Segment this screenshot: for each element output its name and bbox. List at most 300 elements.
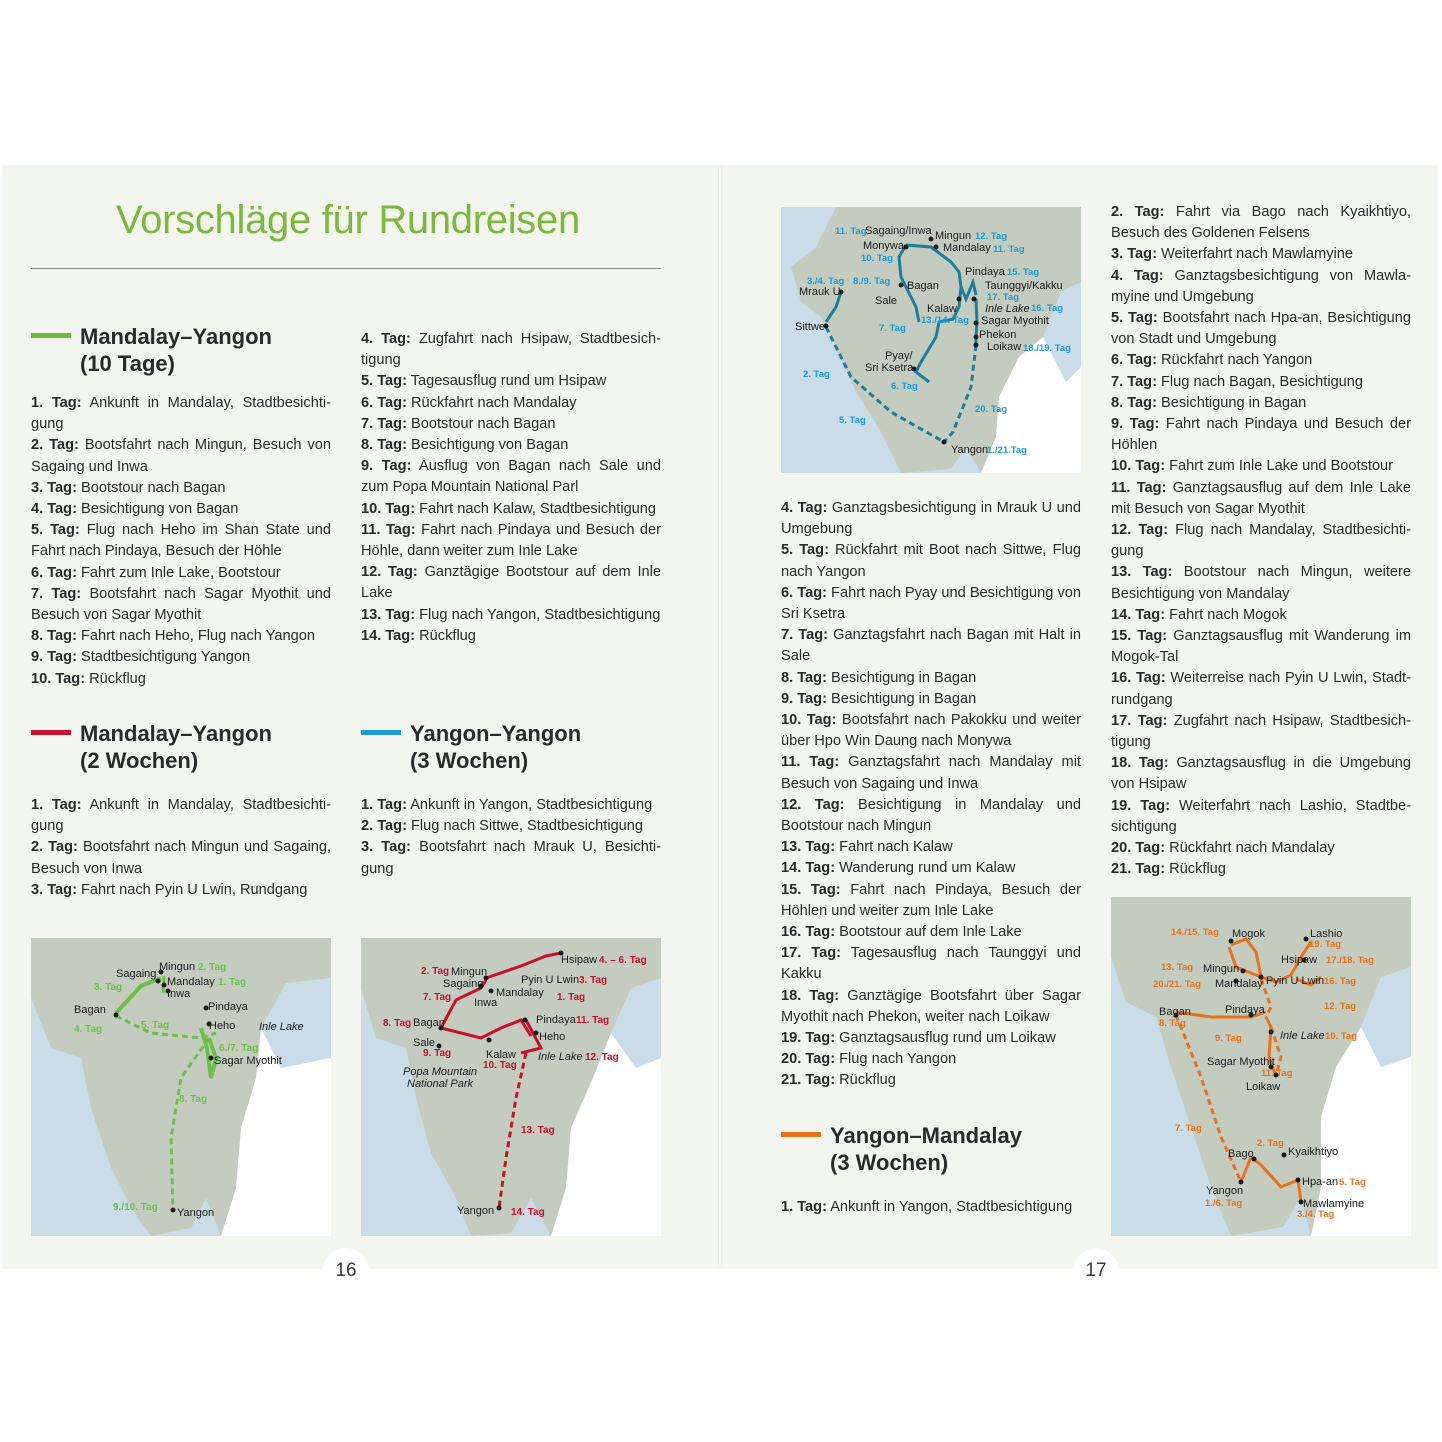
map-green-place: Sagaing bbox=[116, 968, 157, 980]
day-label: 20. Tag: bbox=[1111, 840, 1166, 857]
day-item bbox=[31, 563, 331, 584]
day-text: Bootsfahrt nach Sagar Myothit und Besuch von Sagar Myothit bbox=[31, 585, 331, 624]
day-item bbox=[1111, 478, 1411, 520]
map-red-day: 8. Tag bbox=[383, 1018, 412, 1029]
map-red-day: 14. Tag bbox=[511, 1207, 545, 1218]
page-number-right: 17 bbox=[1073, 1248, 1119, 1294]
route-title-line2: (2 Wochen) bbox=[80, 748, 199, 773]
map-blue-place: Inle Lake bbox=[985, 303, 1030, 315]
day-text: Bootsfahrt nach Mrauk U, Besichtigung bbox=[361, 839, 661, 877]
map-orange-day: 13. Tag bbox=[1161, 962, 1194, 973]
map-orange-place: Mawlamyine bbox=[1303, 1198, 1365, 1210]
day-item bbox=[31, 795, 331, 837]
map-red-day: 4. – 6. Tag bbox=[599, 955, 647, 966]
day-label: 1. Tag: bbox=[31, 797, 82, 813]
day-label: 1. Tag: bbox=[781, 1199, 827, 1215]
route-map-blue bbox=[781, 207, 1081, 473]
day-label: 7. Tag: bbox=[361, 415, 407, 432]
route-heading-red bbox=[31, 720, 272, 774]
map-red-place: Mandalay bbox=[496, 987, 544, 999]
day-item bbox=[781, 689, 1081, 710]
map-red-day: 3. Tag bbox=[579, 975, 608, 986]
day-text: Bootstour nach Bagan bbox=[81, 479, 226, 496]
day-item bbox=[1111, 626, 1411, 668]
map-red-day: 10. Tag bbox=[483, 1060, 517, 1071]
day-text: Fahrt nach Heho, Flug nach Yangon bbox=[81, 628, 315, 645]
day-item bbox=[1111, 859, 1411, 880]
day-label: 5. Tag: bbox=[361, 373, 407, 390]
route-title bbox=[410, 720, 581, 774]
day-item bbox=[781, 943, 1081, 985]
map-orange-place: Lashio bbox=[1310, 928, 1343, 940]
day-text: Ganztagsfahrt nach Mandalay mit Besuch von Sagaing und Inwa bbox=[781, 754, 1081, 792]
map-red-day: 1. Tag bbox=[557, 992, 586, 1003]
map-red-place: Hsipaw bbox=[561, 954, 598, 966]
map-orange-day: 11. Tag bbox=[1261, 1068, 1293, 1079]
map-green-place: Mingun bbox=[159, 961, 196, 973]
day-label: 6. Tag: bbox=[31, 564, 77, 581]
day-label: 12. Tag: bbox=[781, 796, 845, 813]
map-blue-day: 20. Tag bbox=[975, 404, 1008, 415]
day-item bbox=[361, 371, 661, 392]
day-item bbox=[781, 837, 1081, 858]
day-text: Ganztagsausflug in die Umgebung von Hsipaw bbox=[1111, 755, 1411, 793]
map-blue-day: 17. Tag bbox=[987, 292, 1020, 303]
day-label: 13. Tag: bbox=[1111, 564, 1173, 581]
route-title-line2: (3 Wochen) bbox=[830, 1150, 949, 1175]
day-text: Fahrt nach Kalaw, Stadtbesichtigung bbox=[419, 500, 657, 517]
day-item bbox=[361, 435, 661, 456]
route-map-green bbox=[31, 938, 331, 1236]
day-item bbox=[1111, 202, 1411, 244]
day-item bbox=[781, 1028, 1081, 1049]
route-title-line2: (3 Wochen) bbox=[410, 748, 529, 773]
day-label: 13. Tag: bbox=[781, 839, 836, 856]
day-text: Wanderung rund um Kalaw bbox=[839, 860, 1016, 877]
day-item bbox=[1111, 605, 1411, 626]
day-item bbox=[781, 498, 1081, 540]
route-map-orange bbox=[1111, 897, 1411, 1236]
day-label: 4. Tag: bbox=[361, 331, 411, 347]
map-blue-day: 16. Tag bbox=[1031, 303, 1064, 314]
day-text: Ankunft in Mandalay, Stadtbesichtigung bbox=[31, 395, 332, 433]
map-orange-day: 16. Tag bbox=[1324, 976, 1357, 987]
map-orange-place: Mingun bbox=[1203, 963, 1240, 975]
map-red-place: Yangon bbox=[457, 1205, 495, 1217]
map-orange-place: Yangon bbox=[1206, 1185, 1244, 1197]
route-title bbox=[80, 323, 272, 377]
page-number-left: 16 bbox=[323, 1248, 369, 1294]
day-item bbox=[781, 795, 1081, 837]
map-blue-day: 2. Tag bbox=[803, 369, 830, 380]
day-text: Bootsfahrt nach Mingun, Besuch von Sagaing und Inwa bbox=[31, 437, 331, 475]
day-label: 8. Tag: bbox=[781, 669, 827, 686]
day-item bbox=[31, 626, 331, 647]
day-label: 8. Tag: bbox=[31, 628, 77, 645]
day-item bbox=[781, 1070, 1081, 1091]
map-blue-day: 15. Tag bbox=[1007, 267, 1040, 278]
day-label: 6. Tag: bbox=[361, 394, 407, 411]
day-item bbox=[1111, 456, 1411, 477]
map-red-day: 11. Tag bbox=[576, 1015, 610, 1026]
map-green-day: 3. Tag bbox=[94, 982, 123, 993]
day-item bbox=[781, 880, 1081, 922]
day-text: Tagesausflug rund um Hsipaw bbox=[410, 373, 607, 390]
day-item bbox=[781, 668, 1081, 689]
day-item bbox=[1111, 562, 1411, 604]
day-text: Ganztagsausflug mit Wanderung im Mogok-Tal bbox=[1111, 628, 1411, 666]
day-text: Rückfahrt mit Boot nach Sittwe, Flug nach Yangon bbox=[781, 542, 1082, 580]
day-text: Ganztagsausflug auf dem Inle Lake mit Besuch von Sagar Myothit bbox=[1111, 479, 1411, 517]
day-text: Stadtbesichtigung Yangon bbox=[81, 649, 251, 666]
map-green-place: Sagar Myothit bbox=[214, 1055, 282, 1067]
day-text: Rückflug bbox=[89, 670, 146, 687]
day-item bbox=[31, 647, 331, 668]
day-label: 19. Tag: bbox=[1111, 797, 1171, 814]
map-orange-day: 19. Tag bbox=[1309, 939, 1342, 950]
day-text: Weiterfahrt nach Mawlamyine bbox=[1161, 246, 1353, 263]
day-text: Fahrt nach Pindaya, Besuch der Höhlen und weiter zum Inle Lake bbox=[781, 881, 1081, 919]
day-label: 16. Tag: bbox=[1111, 670, 1166, 687]
day-item bbox=[361, 837, 661, 879]
map-red-day: 2. Tag bbox=[421, 966, 450, 977]
day-label: 18. Tag: bbox=[1111, 755, 1169, 772]
day-text: Ganztagsfahrt nach Bagan mit Halt in Sale bbox=[781, 627, 1081, 665]
day-text: Ganztagsausflug rund um Loikaw bbox=[839, 1030, 1056, 1047]
day-text: Zugfahrt nach Hsipaw, Stadtbesichtigung bbox=[1111, 712, 1411, 751]
day-text: Flug nach Yangon, Stadtbesichtigung bbox=[419, 606, 661, 623]
map-blue-day: 12. Tag bbox=[975, 231, 1008, 242]
day-item bbox=[31, 499, 331, 520]
day-item bbox=[781, 625, 1081, 667]
day-item bbox=[361, 626, 661, 647]
map-green-place: Heho bbox=[209, 1020, 236, 1032]
day-label: 4. Tag: bbox=[1111, 267, 1164, 284]
map-blue-day: 7. Tag bbox=[879, 323, 906, 334]
map-green-day: 1. Tag bbox=[218, 977, 247, 988]
map-orange-place: Bagan bbox=[1159, 1006, 1191, 1018]
day-text: Ankunft in Yangon, Stadtbesichtigung bbox=[410, 797, 653, 813]
map-red-place: Bagan bbox=[413, 1017, 445, 1029]
day-item bbox=[361, 499, 661, 520]
day-label: 1. Tag: bbox=[361, 797, 407, 813]
route-title-line1: Yangon–Yangon bbox=[410, 721, 582, 746]
day-label: 17. Tag: bbox=[781, 945, 842, 962]
day-item bbox=[361, 329, 661, 371]
day-label: 1. Tag: bbox=[31, 395, 82, 411]
day-text: Flug nach Yangon bbox=[839, 1051, 957, 1068]
day-item bbox=[781, 752, 1081, 794]
route-title-line1: Mandalay–Yangon bbox=[80, 721, 272, 746]
day-label: 12. Tag: bbox=[361, 564, 418, 581]
map-red-day: 12. Tag bbox=[585, 1052, 619, 1063]
map-orange-day: 8. Tag bbox=[1159, 1018, 1186, 1029]
day-label: 8. Tag: bbox=[361, 437, 407, 454]
route-days-red-continued bbox=[361, 329, 661, 647]
map-blue-place: Sagaing/Inwa bbox=[865, 225, 932, 237]
map-orange-place: Kyaikhtiyo bbox=[1288, 1146, 1339, 1158]
day-label: 11. Tag: bbox=[361, 521, 416, 538]
day-text: Flug nach Bagan, Besichtigung bbox=[1161, 373, 1364, 390]
map-orange-day: 20./21. Tag bbox=[1153, 979, 1201, 990]
day-text: Ganztägige Bootsfahrt über Sagar Myothit nach Phekon, weiter nach Loikaw bbox=[781, 987, 1081, 1025]
map-green-place: Pindaya bbox=[208, 1001, 248, 1013]
day-label: 10. Tag: bbox=[31, 670, 86, 687]
route-title-line2: (10 Tage) bbox=[80, 351, 175, 376]
day-text: Besichtigung von Bagan bbox=[81, 501, 239, 518]
day-label: 21. Tag: bbox=[781, 1072, 836, 1089]
day-item bbox=[1111, 520, 1411, 562]
day-item bbox=[1111, 244, 1411, 265]
map-blue-day: 11. Tag bbox=[993, 244, 1025, 255]
day-text: Besichtigung in Bagan bbox=[831, 690, 977, 707]
day-item bbox=[31, 880, 331, 901]
route-heading-blue bbox=[361, 720, 581, 774]
day-text: Besichtigung in Mandalay und Bootstour nach Mingun bbox=[781, 796, 1081, 835]
map-blue-place: Bagan bbox=[907, 280, 939, 292]
map-blue-day: 5. Tag bbox=[839, 415, 866, 426]
day-item bbox=[1111, 796, 1411, 838]
route-days-orange bbox=[781, 1197, 1081, 1218]
route-title bbox=[80, 720, 272, 774]
day-text: Besichtigung in Bagan bbox=[1161, 394, 1307, 411]
day-item bbox=[1111, 266, 1411, 308]
day-label: 2. Tag: bbox=[31, 437, 79, 454]
map-blue-day: 6. Tag bbox=[891, 381, 918, 392]
day-text: Ganztägige Bootstour auf dem Inle Lake bbox=[361, 564, 661, 602]
map-orange-day: 17./18. Tag bbox=[1326, 955, 1374, 966]
day-label: 7. Tag: bbox=[1111, 373, 1157, 390]
page-title: Vorschläge für Rundreisen bbox=[116, 198, 580, 242]
day-label: 12. Tag: bbox=[1111, 522, 1169, 539]
day-label: 15. Tag: bbox=[781, 881, 841, 898]
day-text: Zugfahrt nach Hsipaw, Stadtbesichtigung bbox=[361, 331, 661, 369]
day-label: 11. Tag: bbox=[781, 754, 840, 771]
day-item bbox=[361, 562, 661, 604]
day-item bbox=[1111, 308, 1411, 350]
map-blue-place: Taunggyi/Kakku bbox=[985, 280, 1063, 292]
day-label: 5. Tag: bbox=[781, 542, 829, 559]
day-text: Fahrt zum Inle Lake, Bootstour bbox=[81, 564, 281, 581]
day-item bbox=[781, 583, 1081, 625]
route-heading-green bbox=[31, 323, 272, 377]
map-orange-day: 12. Tag bbox=[1324, 1001, 1357, 1012]
map-blue-day: 13./14. Tag bbox=[921, 315, 969, 326]
map-blue-place: Sagar Myothit bbox=[981, 315, 1049, 327]
day-text: Bootsfahrt nach Hpa-an, Besichtigung von Stadt und Umgebung bbox=[1111, 310, 1411, 348]
route-days-blue-continued bbox=[781, 498, 1081, 1092]
map-blue-place: Kalaw bbox=[927, 303, 957, 315]
route-color-bar-blue bbox=[361, 730, 401, 735]
map-orange-place: Sagar Myothit bbox=[1207, 1056, 1275, 1068]
day-label: 13. Tag: bbox=[361, 606, 416, 623]
day-text: Tagesausflug nach Taunggyi und Kakku bbox=[781, 945, 1081, 983]
day-item bbox=[361, 414, 661, 435]
map-green-day: 5. Tag bbox=[141, 1020, 170, 1031]
day-item bbox=[361, 520, 661, 562]
map-orange-day: 7. Tag bbox=[1175, 1123, 1202, 1134]
map-blue-day: 10. Tag bbox=[861, 253, 894, 264]
day-text: Rückflug bbox=[1169, 861, 1226, 878]
day-text: Fahrt nach Mogok bbox=[1169, 606, 1287, 623]
day-text: Besichtigung von Bagan bbox=[411, 437, 569, 454]
route-title bbox=[830, 1122, 1022, 1176]
day-item bbox=[31, 837, 331, 879]
day-item bbox=[361, 393, 661, 414]
day-label: 15. Tag: bbox=[1111, 628, 1168, 645]
map-blue-place: Mandalay bbox=[943, 242, 991, 254]
day-text: Bootstour auf dem Inle Lake bbox=[839, 924, 1022, 941]
day-item bbox=[361, 816, 661, 837]
map-orange-day: 5. Tag bbox=[1339, 1177, 1366, 1188]
day-text: Fahrt via Bago nach Kyaikhtiyo, Besuch des Goldenen Felsens bbox=[1111, 204, 1411, 242]
day-item bbox=[781, 540, 1081, 582]
day-label: 9. Tag: bbox=[781, 690, 827, 707]
day-text: Rückfahrt nach Mandalay bbox=[1169, 840, 1335, 857]
day-label: 2. Tag: bbox=[31, 839, 78, 856]
route-color-bar-orange bbox=[781, 1132, 821, 1137]
day-label: 4. Tag: bbox=[781, 500, 828, 516]
day-label: 14. Tag: bbox=[1111, 606, 1166, 623]
map-green-day: 4. Tag bbox=[74, 1024, 103, 1035]
day-label: 4. Tag: bbox=[31, 501, 77, 518]
day-text: Fahrt nach Pindaya und Besuch der Höhlen bbox=[1111, 416, 1412, 454]
map-blue-day: 18./19. Tag bbox=[1023, 343, 1071, 354]
map-blue-day: 8./9. Tag bbox=[853, 276, 891, 287]
day-item bbox=[361, 456, 661, 498]
day-text: Ausflug von Bagan nach Sale und zum Popa Mountain National Parl bbox=[361, 458, 662, 496]
day-label: 11. Tag: bbox=[1111, 479, 1167, 496]
map-blue-place: Monywa bbox=[863, 240, 904, 252]
map-green-day: 9./10. Tag bbox=[113, 1202, 158, 1213]
day-item bbox=[361, 795, 661, 816]
map-blue-place: Mingun bbox=[935, 230, 972, 242]
map-red-place: Pyin U Lwin bbox=[521, 974, 580, 986]
day-item bbox=[1111, 838, 1411, 859]
day-label: 14. Tag: bbox=[781, 860, 836, 877]
map-blue-place: Loikaw bbox=[987, 341, 1022, 353]
map-green-day: 2. Tag bbox=[198, 962, 227, 973]
route-color-bar-red bbox=[31, 730, 71, 735]
day-text: Weiterfahrt nach Lashio, Stadtbesichtigung bbox=[1111, 797, 1411, 835]
day-item bbox=[31, 584, 331, 626]
day-label: 21. Tag: bbox=[1111, 861, 1166, 878]
map-orange-place: Hpa-an bbox=[1302, 1176, 1339, 1188]
map-orange-place: Hsipaw bbox=[1281, 954, 1318, 966]
day-label: 10. Tag: bbox=[361, 500, 416, 517]
day-label: 3. Tag: bbox=[31, 479, 77, 496]
day-text: Rückfahrt nach Mandalay bbox=[411, 394, 577, 411]
route-color-bar-green bbox=[31, 333, 71, 338]
day-text: Rückflug bbox=[839, 1072, 896, 1089]
map-orange-day: 3./4. Tag bbox=[1297, 1209, 1335, 1220]
day-label: 9. Tag: bbox=[361, 458, 412, 475]
day-label: 3. Tag: bbox=[1111, 246, 1157, 263]
day-text: Fahrt nach Kalaw bbox=[839, 839, 953, 856]
map-blue-day: 1./21.Tag bbox=[987, 445, 1027, 456]
day-label: 5. Tag: bbox=[1111, 310, 1158, 327]
title-divider bbox=[31, 268, 661, 269]
day-text: Ganztagsbesichtigung in Mrauk U und Umgebung bbox=[781, 500, 1081, 538]
route-days-green bbox=[31, 393, 331, 690]
day-item bbox=[1111, 711, 1411, 753]
map-blue-place: Pindaya bbox=[965, 266, 1005, 278]
map-green-place: Bagan bbox=[74, 1004, 106, 1016]
map-green-day: 8. Tag bbox=[179, 1094, 208, 1105]
map-red-day: 13. Tag bbox=[521, 1125, 555, 1136]
day-text: Weiterreise nach Pyin U Lwin, Stadtrundgang bbox=[1111, 670, 1411, 708]
day-text: Bootstour nach Mingun, weitere Besichtigung von Mandalay bbox=[1111, 564, 1411, 602]
day-item bbox=[31, 393, 331, 435]
map-red-place: Heho bbox=[539, 1031, 566, 1043]
day-label: 7. Tag: bbox=[31, 585, 82, 602]
map-blue-day: 3./4. Tag bbox=[807, 276, 845, 287]
day-label: 2. Tag: bbox=[361, 818, 407, 835]
map-orange-place: Bago bbox=[1228, 1148, 1254, 1160]
day-text: Flug nach Heho im Shan State und Fahrt nach Pindaya, Besuch der Höhle bbox=[31, 522, 331, 560]
day-text: Bootsfahrt nach Mingun und Sagaing, Besuch von Inwa bbox=[31, 839, 331, 877]
map-blue-day: 11. Tag bbox=[835, 226, 867, 237]
map-red-day: 9. Tag bbox=[423, 1048, 452, 1059]
map-blue-place: Pyay/ bbox=[885, 350, 913, 362]
day-item bbox=[361, 605, 661, 626]
map-blue-place: Mrauk U bbox=[799, 286, 841, 298]
day-label: 18. Tag: bbox=[781, 987, 840, 1004]
map-blue-place: Sale bbox=[875, 295, 898, 307]
route-days-orange-continued bbox=[1111, 202, 1411, 881]
map-green-day: 6./7. Tag bbox=[219, 1043, 259, 1054]
day-item bbox=[1111, 393, 1411, 414]
day-text: Fahrt nach Pindaya und Besuch der Höhle, dann weiter zum Inle Lake bbox=[361, 521, 661, 560]
day-item bbox=[781, 1197, 1081, 1218]
route-map-red bbox=[361, 938, 661, 1236]
map-red-place: Inwa bbox=[474, 997, 498, 1009]
day-item bbox=[1111, 350, 1411, 371]
map-blue-place: Phekon bbox=[979, 329, 1017, 341]
map-red-place: Sale bbox=[413, 1037, 436, 1049]
map-blue-place: Sri Ksetra bbox=[865, 362, 914, 374]
day-item bbox=[31, 520, 331, 562]
map-orange-place: Loikaw bbox=[1246, 1081, 1281, 1093]
route-title-line1: Yangon–Mandalay bbox=[830, 1123, 1022, 1148]
day-text: Bootstour nach Bagan bbox=[411, 415, 556, 432]
map-green-place: Inwa bbox=[167, 988, 191, 1000]
map-orange-day: 2. Tag bbox=[1257, 1138, 1284, 1149]
day-text: Ankunft in Yangon, Stadtbesichtigung bbox=[830, 1199, 1073, 1215]
day-item bbox=[781, 922, 1081, 943]
day-text: Fahrt nach Pyin U Lwin, Rundgang bbox=[81, 881, 308, 898]
map-orange-place: Pindaya bbox=[1225, 1004, 1265, 1016]
map-red-place: Inle Lake bbox=[538, 1051, 583, 1063]
map-green-place: Inle Lake bbox=[259, 1021, 304, 1033]
day-label: 6. Tag: bbox=[1111, 352, 1157, 369]
day-item bbox=[781, 1049, 1081, 1070]
map-red-place: Kalaw bbox=[486, 1049, 516, 1061]
day-text: Flug nach Mandalay, Stadtbesichtigung bbox=[1111, 522, 1411, 560]
day-label: 10. Tag: bbox=[1111, 458, 1166, 475]
day-text: Fahrt nach Pyay und Besichtigung von Sri Ksetra bbox=[781, 584, 1081, 623]
route-days-blue bbox=[361, 795, 661, 880]
map-red-place: Popa Mountain bbox=[403, 1066, 477, 1078]
day-item bbox=[1111, 372, 1411, 393]
map-red-day: 7. Tag bbox=[423, 992, 452, 1003]
day-item bbox=[781, 858, 1081, 879]
day-text: Fahrt zum Inle Lake und Bootstour bbox=[1169, 458, 1394, 475]
map-red-place: National Park bbox=[407, 1078, 474, 1090]
map-orange-day: 10. Tag bbox=[1325, 1031, 1358, 1042]
route-days-red bbox=[31, 795, 331, 901]
map-blue-place: Yangon bbox=[951, 444, 989, 456]
